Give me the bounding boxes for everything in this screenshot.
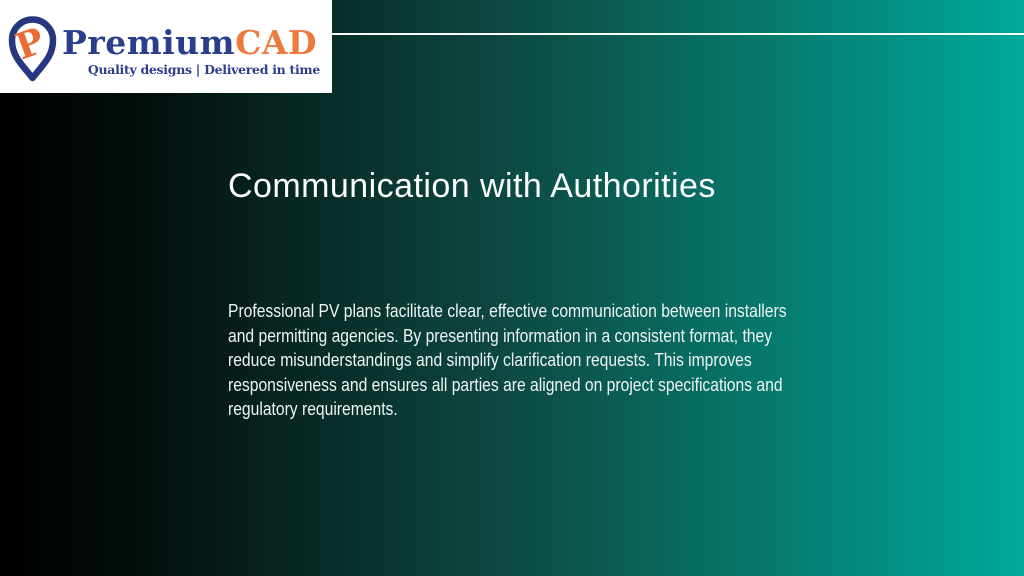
- brand-name-premium: Premium: [62, 23, 236, 62]
- logo-text-block: [62, 23, 320, 77]
- body-line: Professional PV plans facilitate clear, effective communication between installers: [228, 301, 787, 321]
- brand-wordmark: [62, 23, 320, 62]
- brand-name-cad: CAD: [235, 23, 318, 62]
- map-pin-icon: [7, 14, 58, 82]
- brand-tagline: Quality designs | Delivered in time: [87, 62, 320, 77]
- slide-title: Communication with Authorities: [228, 167, 716, 205]
- slide-body-paragraph: [228, 299, 787, 422]
- body-line: reduce misunderstandings and simplify clarification requests. This improves: [228, 350, 752, 371]
- premiumcad-logo: [0, 0, 332, 93]
- body-line: responsiveness and ensures all parties are aligned on project specifications and: [228, 374, 783, 395]
- header-divider-line: [332, 33, 1024, 35]
- body-line: regulatory requirements.: [228, 399, 398, 420]
- body-line: and permitting agencies. By presenting information in a consistent format, they: [228, 325, 773, 346]
- svg-text:P: P: [10, 19, 50, 69]
